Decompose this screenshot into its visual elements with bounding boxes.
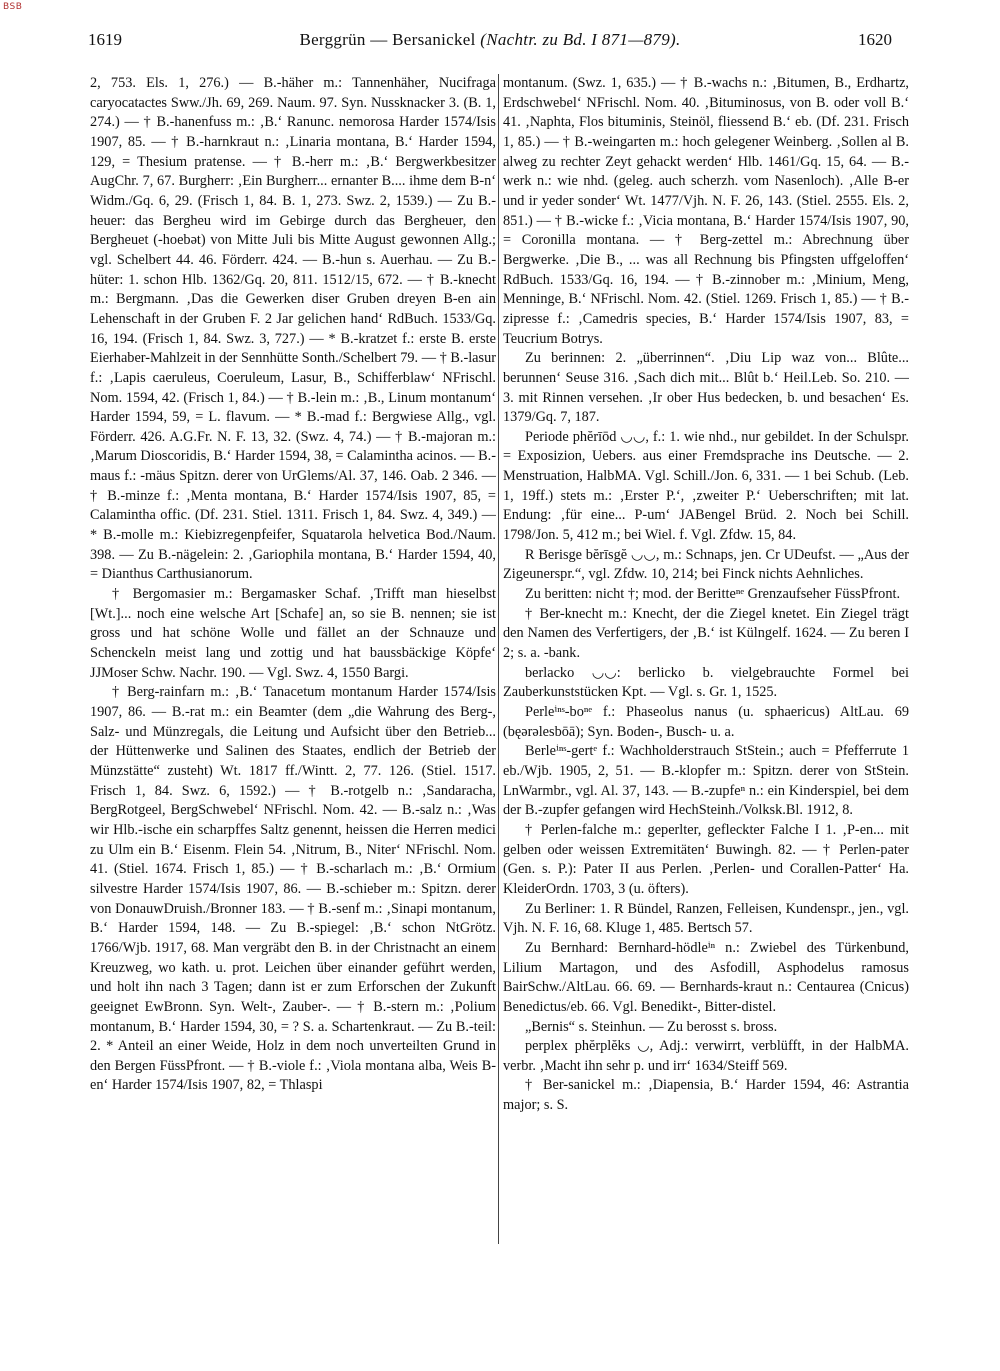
running-title-main: Berggrün — Bersanickel — [299, 30, 476, 49]
dictionary-entry: perplex phĕrplĕks ◡, Adj.: verwirrt, verblüfft, in der HalbMA. verbr. ‚Macht ihn sehr p. und irr‘ 1634/Steiff 569. — [503, 1038, 909, 1074]
dictionary-entry: Berleⁱⁿˢ-gertᵉ f.: Wachholderstrauch StStein.; auch = Pfefferrute 1 eb./Wjb. 1905, 2, 51. — B.-klopfer m.: Spitzn. derer von StStein. LnWarmbr., vgl. Al. 37, 143. — B.-zupfeⁿ n.: ein Kinderspiel, bei dem der B.-zupfer gefangen wird HechSteinh./Volksk.Bl. 1912, 8. — [503, 743, 909, 819]
column-divider — [498, 74, 499, 1244]
dictionary-entry: † Bergomasier m.: Bergamasker Schaf. ‚Trifft man hieselbst [Wt.]... noch eine welsche Art [Schafe] an, so sie B. nennen; sie ist gross und hat schöne Wolle und fället an der Schnauze und Schenckeln meist lang und zottig und hat baussbäckige Köpfe‘ JJMoser Schw. Nachr. 190. — Vgl. Swz. 4, 1550 Bargi. — [90, 586, 496, 681]
dictionary-entry: Zu Bernhard: Bernhard-hödleⁱⁿ n.: Zwiebel des Türkenbund, Lilium Martagon, und des Asfodill, Asphodelus ramosus BairSchw./AltLau. 66. 69. — Bernhards-kraut n.: Centaurea (Cnicus) Benedictus/eb. 66. Vgl. Benedikt-, Bitter-distel. — [503, 939, 909, 1015]
dictionary-entry: R Berisge bĕrīsgĕ ◡◡, m.: Schnaps, jen. Cr UDeufst. — „Aus der Zigeunerspr.“, vgl. Zfdw. 10, 214; bei Finck nichts Aehnliches. — [503, 546, 909, 583]
dictionary-entry: † Ber-sanickel m.: ‚Diapensia, B.‘ Harder 1594, 46: Astrantia major; s. S. — [503, 1077, 909, 1114]
running-title-note: (Nachtr. zu Bd. I 871—879). — [480, 30, 681, 49]
page-header — [88, 30, 892, 56]
dictionary-entry: Zu berinnen: 2. „überrinnen“. ‚Diu Lip waz von... Blûte... berunnen‘ Seuse 316. ‚Sach dich mit... Blût b.‘ Heil.Leb. So. 210. — 3. mit Rinnen versehen. ‚Ir ober Hus bedecken, b. und besachen‘ Es. 1379/Gq. 7, 187. — [503, 350, 909, 426]
dictionary-entry: Perleⁱⁿˢ-boⁿᵉ f.: Phaseolus nanus (u. sphaericus) AltLau. 69 (bęərəlesbōā); Syn. Boden-, Busch- u. a. — [503, 704, 909, 740]
dictionary-entry: † Ber-knecht m.: Knecht, der die Ziegel knetet. Ein Ziegel trägt den Namen des Verfertigers, der ‚B.‘ ist Külngelf. 1624. — Zu beren I 2; s. a. -bank. — [503, 605, 909, 662]
dictionary-entry: Periode phĕrīōd ◡◡, f.: 1. wie nhd., nur gebildet. In der Schulspr. = Exposizion, Uebers. aus einer Fremdsprache ins Deutsche. — 2. Menstruation, HalbMA. Vgl. Schill./Jon. 6, 331. — 1 bei Schub. (Leb. 1, 19ff.) stets m.: ‚Erster P.‘, ‚zweiter P.‘ Ueberschriften; mit lat. Endung: ‚für eine... P-um‘ JABengel Brüd. 2. Noch bei Schill. 1798/Jon. 5, 412 m.; bei Wiel. f. Vgl. Zfdw. 15, 84. — [503, 428, 909, 544]
watermark: BSB — [3, 2, 23, 12]
dictionary-entry: Zu Berliner: 1. R Bündel, Ranzen, Felleisen, Kundenspr., jen., vgl. Vjh. N. F. 16, 68. Kluge 1, 485. Bertsch 57. — [503, 900, 909, 937]
right-column — [503, 74, 909, 1314]
dictionary-entry: † Berg-rainfarn m.: ‚B.‘ Tanacetum montanum Harder 1574/Isis 1907, 86. — B.-rat m.: ein Beamter (dem „die Wahrung des Berg-, Salz- und Münzregals, die Leitung und Aufsicht über den Betrieb... der Hüttenwerke und Salinen des Staates, endlich der Betrieb der Münzstätte“ zusteht) Wt. 1817 ff./Wintt. 2, 77. 126. (Stiel. 1517. Frisch 1, 84. Swz. 6, 1592.) — † B.-rotgelb n.: ‚Sandaracha, BergRotgeel, BergSchwebel‘ NFrischl. Nom. 42. — B.-salz n.: ‚Was wir Hlb.-ische ein scharpffes Saltz genennt, heissen die Herren medici zu Ulm ein B.‘ Eisenm. Flein 54. ‚Nitrum, B., Niter‘ NFrischl. Nom. 41. (Stiel. 1674. Frisch 1, 85.) — † B.-scharlach m.: ‚B.‘ Ormium silvestre Harder 1574/Isis 1907, 86. — B.-schieber m.: Spitzn. derer von DonauwDruish./Bronner 183. — † B.-senf m.: ‚Sinapi montanum, B.‘ Harder 1594, 148. — Zu B.-spiegel: ‚B.‘ schon NtGrötz. 1766/Wjb. 1917, 68. Man vergräbt den B. in der Christnacht an einem Kreuzweg, wo kath. u. prot. Leichen über einander geführt werden, und holt ihn nach 3 Tagen; dann ist er zum Erforschen der Zukunft geeignet EwBronn. Syn. Welt-, Zauber-. — † B.-stern m.: ‚Polium montanum, B.‘ Harder 1594, 30, = ? S. a. Schartenkraut. — Zu B.-teil: 2. * Anteil an einer Weide, Holz in dem noch unverteilten Grund in den Bergen FüssPfront. — † B.-viole f.: ‚Viola montana alba, Weis B-en‘ Harder 1574/Isis 1907, 82, = Thlaspi — [90, 684, 496, 1094]
dictionary-entry: Zu beritten: nicht †; mod. der Beritteⁿᵉ Grenzaufseher FüssPfront. — [525, 586, 901, 603]
left-column — [90, 74, 496, 1314]
page-number-left: 1619 — [88, 30, 122, 49]
page-number-right: 1620 — [858, 30, 892, 49]
dictionary-entry: berlacko ◡◡: berlicko b. vielgebrauchte Formel bei Zauberkunststücken Kpt. — Vgl. s. Gr. 1, 1525. — [503, 664, 909, 701]
dictionary-entry: 2, 753. Els. 1, 276.) — B.-häher m.: Tannenhäher, Nucifraga caryocatactes Sww./Jh. 69, 269. Naum. 97. Syn. Nussknacker 3. (B. 1, 274.) — † B.-hanenfuss m.: ‚B.‘ Ranunc. nemorosa Harder 1574/Isis 1907, 85. — † B.-harnkraut n.: ‚Linaria montana, B.‘ Harder 1594, 129, = Thesium pratense. — † B.-herr m.: ‚B.‘ Bergwerkbesitzer AugChr. 7, 67. Burgherr: ‚Ein Burgherr... ernanter B.... ihme dem B-n‘ Widm./Gq. 6, 29. (Frisch 1, 84. B. 1, 273. Swz. 2, 1539.) — Zu B.-heuer: das Bergheu wird im Gebirge durch das Bergheuer, den Bergheuet (-hoebət) von Mitte Juli bis Mitte August gewonnen Allg.; vgl. Schelbert 44. 46. Förderr. 424. — B.-hun s. Auerhau. — Zu B.-hüter: 1. schon Hlb. 1362/Gq. 20, 811. 1512/15, 672. — † B.-knecht m.: Bergmann. ‚Das die Gewerken diser Gruben dreyen B-en ain Lehenschaft in der Gruben F. 2 Jar gelichen hand‘ RdBuch. 1533/Gq. 16, 194. (Frisch 1, 84. Swz. 3, 727.) — * B.-kratzet f.: erste B. erste Eierhaber-Mahlzeit in der Sennhütte Sonth./Schelbert 79. — † B.-lasur f.: ‚Lapis caeruleus, Coeruleum, Lasur, B., Schifferblaw‘ NFrischl. Nom. 1594, 42. (Frisch 1, 84.) — † B.-lein m.: ‚B., Linum montanum‘ Harder 1594, 59, = L. flavum. — * B.-mad f.: Bergwiese Allg., vgl. Förderr. 426. A.G.Fr. N. F. 13, 32. (Swz. 4, 74.) — † B.-majoran m.: ‚Marum Dioscoridis, B.‘ Harder 1594, 38, = Calamintha acinos. — B.-maus f.: -mäus Spitzn. derer von UrGlems/Al. 37, 146. Oab. 2 346. — † B.-minze f.: ‚Menta montana, B.‘ Harder 1574/Isis 1907, 85, = Calamintha offic. (Df. 231. Stiel. 1311. Frisch 1, 84. Swz. 4, 349.) — * B.-molle m.: Kiebizregenpfeifer, Squatarola helvetica Bod./Naum. 398. — Zu B.-nägelein: 2. ‚Gariophila montana, B.‘ Harder 1594, 40, = Dianthus Carthusianorum. — [90, 75, 496, 583]
running-title — [88, 30, 892, 50]
dictionary-entry: „Bernis“ s. Steinhun. — Zu berosst s. bross. — [525, 1018, 778, 1035]
dictionary-entry: montanum. (Swz. 1, 635.) — † B.-wachs n.: ‚Bitumen, B., Erdhartz, Erdschwebel‘ NFrischl. Nom. 40. ‚Bituminosus, von B. oder voll B.‘ 41. ‚Naphta, Flos bituminis, Steinöl, fliessend B.‘ eb. (Df. 231. Frisch 1, 85.) — † B.-weingarten m.: hoch gelegener Weinberg. ‚Sollen al B. alweg zu rechter Zeyt gehackt werden‘ Hlb. 1461/Gq. 15, 64. — B.-werk n.: wie nhd. (geleg. auch scherzh. vom Nasenloch). ‚Alle B-er und ir yeder sonder‘ Wt. 1477/Vjh. N. F. 26, 143. (Stiel. 2555. Els. 2, 851.) — † B.-wicke f.: ‚Vicia montana, B.‘ Harder 1574/Isis 1907, 90, = Coronilla montana. — † Berg-zettel m.: Abrechnung über Bergwerke. ‚Die B., ... was all Rechnung bis Pfingsten uffgeloffen‘ RdBuch. 1533/Gq. 16, 194. — † B.-zinnober m.: ‚Minium, Meng, Menninge, B.‘ NFrischl. Nom. 42. (Stiel. 1269. Frisch 1, 85.) — † B.-zipresse f.: ‚Camedris species, B.‘ Harder 1574/Isis 1907, 83, = Teucrium Botrys. — [503, 75, 909, 347]
dictionary-entry: † Perlen-falche m.: geperlter, gefleckter Falche I 1. ‚P-en... mit gelben oder weissen Extremitäten‘ Buwingh. 82. — † Perlen-pater (Gen. s. P.): Pater II aus Perlen. ‚Perlen- und Corallen-Patter‘ Ha. KleiderOrdn. 1703, 3 (u. öfters). — [503, 821, 909, 897]
